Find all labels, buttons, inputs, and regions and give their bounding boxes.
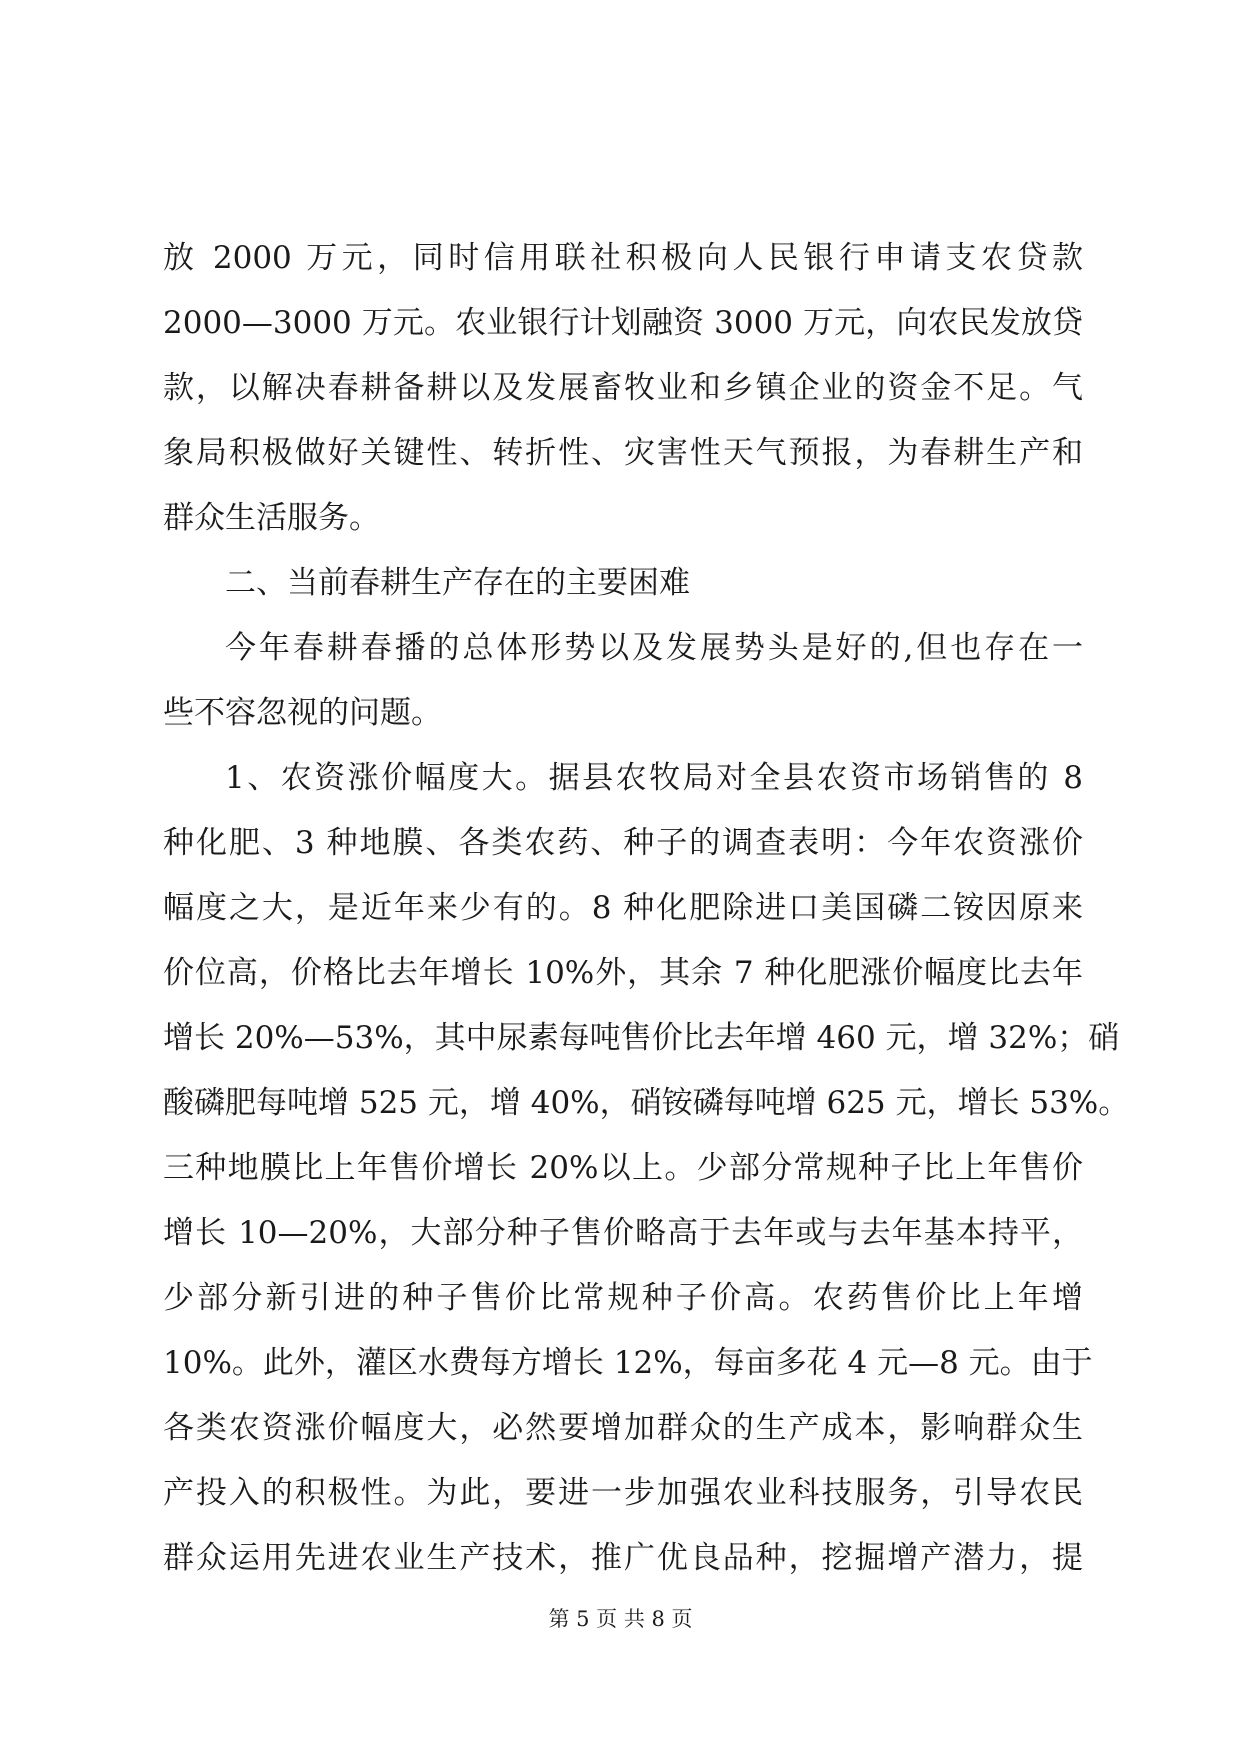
text-line: 群众生活服务。 (163, 500, 380, 536)
text-line: 三种地膜比上年售价增长 20%以上。少部分常规种子比上年售价 (163, 1150, 1083, 1186)
text-line: 群众运用先进农业生产技术，推广优良品种，挖掘增产潜力，提 (163, 1540, 1083, 1576)
text-line: 种化肥、3 种地膜、各类农药、种子的调查表明：今年农资涨价 (163, 825, 1083, 861)
text-line: 少部分新引进的种子售价比常规种子价高。农药售价比上年增 (163, 1280, 1083, 1316)
text-line: 酸磷肥每吨增 525 元，增 40%，硝铵磷每吨增 625 元，增长 53%。 (163, 1085, 1130, 1121)
text-line: 10%。此外，灌区水费每方增长 12%，每亩多花 4 元—8 元。由于 (163, 1345, 1093, 1381)
text-line: 幅度之大，是近年来少有的。8 种化肥除进口美国磷二铵因原来 (163, 890, 1083, 926)
text-line: 价位高，价格比去年增长 10%外，其余 7 种化肥涨价幅度比去年 (163, 955, 1083, 991)
paragraph-first-line: 今年春耕春播的总体形势以及发展势头是好的,但也存在一 (225, 630, 1083, 666)
text-line: 增长 10—20%，大部分种子售价略高于去年或与去年基本持平， (163, 1215, 1083, 1251)
text-line: 放 2000 万元，同时信用联社积极向人民银行申请支农贷款 (163, 240, 1083, 276)
text-line: 产投入的积极性。为此，要进一步加强农业科技服务，引导农民 (163, 1475, 1083, 1511)
text-line: 象局积极做好关键性、转折性、灾害性天气预报，为春耕生产和 (163, 435, 1083, 471)
page-number-footer: 第 5 页 共 8 页 (548, 1607, 693, 1631)
text-line: 各类农资涨价幅度大，必然要增加群众的生产成本，影响群众生 (163, 1410, 1083, 1446)
section-heading: 二、当前春耕生产存在的主要困难 (225, 565, 690, 601)
text-line: 增长 20%—53%，其中尿素每吨售价比去年增 460 元，增 32%；硝 (163, 1020, 1120, 1056)
paragraph-first-line: 1、农资涨价幅度大。据县农牧局对全县农资市场销售的 8 (225, 760, 1083, 796)
text-line: 2000—3000 万元。农业银行计划融资 3000 万元，向农民发放贷 (163, 305, 1083, 341)
text-line: 款，以解决春耕备耕以及发展畜牧业和乡镇企业的资金不足。气 (163, 370, 1083, 406)
text-line: 些不容忽视的问题。 (163, 695, 442, 731)
